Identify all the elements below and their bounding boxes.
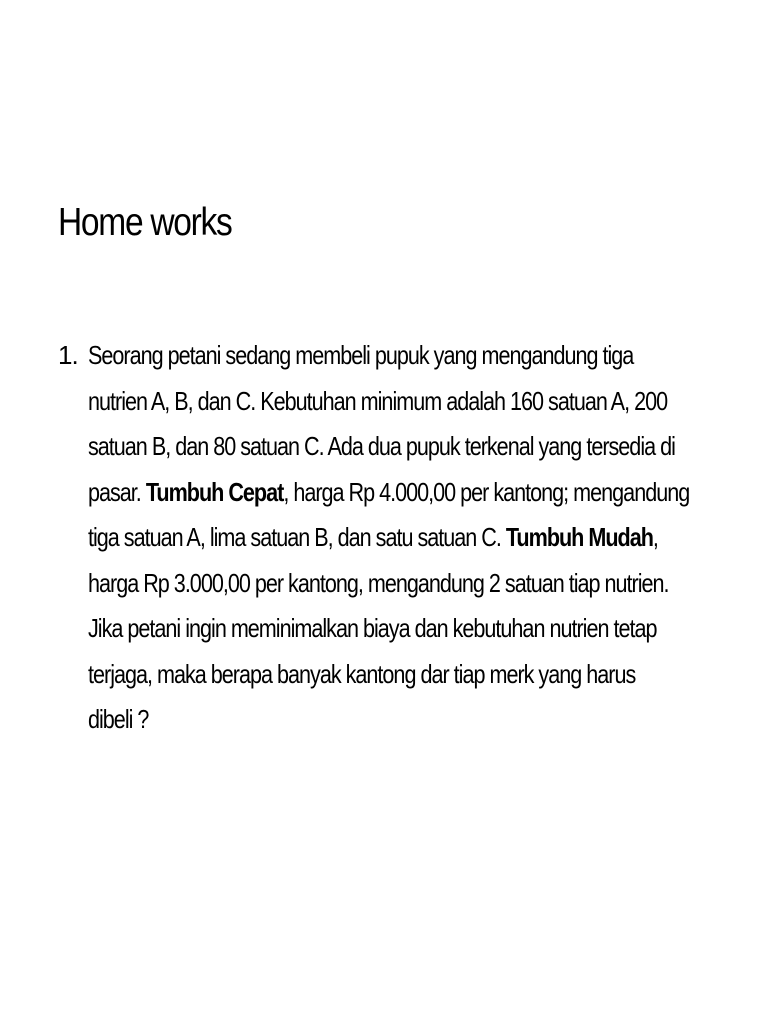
list-item xyxy=(58,333,718,743)
text-segment: nutrien A, B, dan C. Kebutuhan minimum adalah 160 satuan A, 200 xyxy=(88,385,668,416)
item-text xyxy=(88,333,708,743)
text-line-4 xyxy=(88,470,690,516)
text-segment: terjaga, maka berapa banyak kantong dar tiap merk yang harus xyxy=(88,658,636,689)
text-segment: Jika petani ingin meminimalkan biaya dan kebutuhan nutrien tetap xyxy=(88,613,657,643)
text-line-7 xyxy=(88,606,657,652)
text-segment: Seorang petani sedang membeli pupuk yang mengandung tiga xyxy=(88,340,634,370)
homework-list xyxy=(58,333,718,743)
text-segment: satuan B, dan 80 satuan C. Ada dua pupuk terkenal yang tersedia di xyxy=(88,431,675,461)
text-segment: , harga Rp 4.000,00 per kantong; mengandung xyxy=(283,476,690,507)
text-segment: dibeli ? xyxy=(88,704,149,734)
product-name-tumbuh-cepat: Tumbuh Cepat xyxy=(145,476,284,507)
item-number: 1. xyxy=(58,340,78,370)
text-line-3 xyxy=(88,424,675,470)
text-line-1 xyxy=(88,333,634,379)
product-name-tumbuh-mudah: Tumbuh Mudah xyxy=(505,522,653,552)
text-line-9 xyxy=(88,697,603,743)
text-segment: pasar. xyxy=(88,476,146,507)
text-segment: tiga satuan A, lima satuan B, dan satu satuan C. xyxy=(88,522,506,552)
text-line-5 xyxy=(88,515,658,561)
text-line-2 xyxy=(88,379,668,425)
text-segment: harga Rp 3.000,00 per kantong, mengandung 2 satuan tiap nutrien. xyxy=(88,567,669,598)
text-line-8 xyxy=(88,652,636,698)
slide-title: Home works xyxy=(58,201,232,244)
text-line-6 xyxy=(88,561,669,607)
text-segment: , xyxy=(652,522,658,552)
